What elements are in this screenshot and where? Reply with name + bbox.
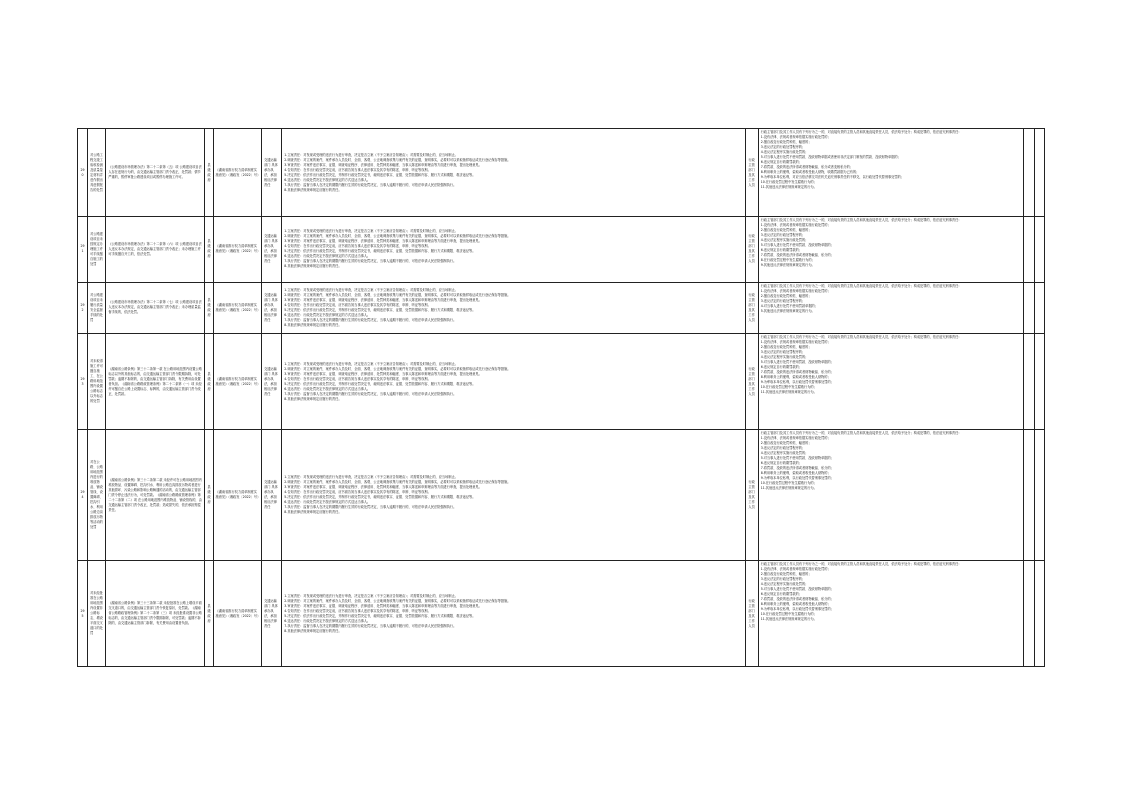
table-row: [78, 430, 1045, 561]
accountability-list-line: 9.为牟取本单位私利，对应当依法移交司法机关追究刑事责任的不移交，以行政处罚代替刑事处罚的；: [760, 175, 904, 179]
duty-list-line: 5.决定责任：依法作出行政处罚决定，并制作行政处罚决定书，载明违法事实、证据、处罚依据和内容、履行方式和期限、救济途径等。: [284, 249, 476, 254]
duty-list: [282, 217, 745, 283]
accountability-list-line: 行政主管部门及其工作人员有下列行为之一的，对直接负责的主管人员和其他直接责任人员，依法给予处分；构成犯罪的，依法追究刑事责任：: [760, 334, 962, 339]
duty-list-line: 1.立案责任：对发现或受理的违法行为进行审查，决定是否立案（不予立案应告知理由）；对需要及时制止的，应当场制止。: [284, 361, 458, 366]
duty-list-line: 6.送达责任：行政处罚决定书按法律规定的方式送达当事人。: [284, 177, 371, 182]
duty-list-line: 4.告知责任：在作出行政处罚决定前，应书面告知当事人违法事实及其享有的陈述、申辩、听证等权利。: [284, 376, 431, 381]
accountability-list-line: 10.在行政处罚过程中发生腐败行为的；: [760, 384, 817, 389]
row-number: 295: [78, 561, 88, 667]
source-document: 《湖南省推行权力清单制度实施意见》（湘政发〔2022〕号）: [213, 561, 262, 667]
accountability-list-line: 9.为牟取本单位私利，以行政处罚代替刑事处罚的；: [760, 379, 834, 384]
item-name: 对未经批准在公路用地范围内设置非公路标志、增设平面交叉道口的处罚: [88, 561, 106, 667]
duty-list-line: 5.决定责任：依法作出行政处罚决定，并制作行政处罚决定书，载明违法事实、证据、处罚依据和内容、履行方式和期限、救济途径等。: [284, 495, 476, 500]
source-document: 《湖南省推行权力清单制度实施意见》（湘政发〔2022〕号）: [213, 217, 262, 283]
duty-list-line: 2.调查责任：对立案的案件，案件承办人员及时、全面、客观、公正地调查收集与案件有关的证据，查明事实，必要时可以采取抽样取证或先行登记保存等措施。: [284, 480, 511, 485]
empty-cell: [1023, 129, 1034, 217]
accountability-list-line: 11.其他违反法律法规规章规定的行为。: [760, 617, 817, 622]
duty-list-line: 4.告知责任：在作出行政处罚决定前，应书面告知当事人违法事实及其享有的陈述、申辩、听证等权利。: [284, 167, 431, 172]
duty-list-line: 8.其他法律法规规章规定应履行的责任。: [284, 187, 342, 192]
duty-list-line: 7.执行责任：监督当事人在决定的期限内履行生效的行政处罚决定，当事人逾期不履行的，可依法申请人民法院强制执行。: [284, 259, 457, 264]
duty-list: [282, 129, 745, 217]
duty-list-line: 5.决定责任：依法作出行政处罚决定，并制作行政处罚决定书，载明违法事实、证据、处罚依据和内容、履行方式和期限、救济途径等。: [284, 381, 476, 386]
duty-list-line: 3.审查责任：对案件违法事实、证据、调查取证程序、法律适用、处罚种类和幅度、当事人陈述和申辩理由等方面进行审查，提出处理意见。: [284, 239, 482, 244]
source-document: 《湖南省推行权力清单制度实施意见》（湘政发〔2022〕号）: [213, 430, 262, 561]
accountability-list-line: 6.违反规定自行收缴罚款的；: [760, 364, 802, 369]
accountability-list-line: 3.违反法定的行政处罚程序的；: [760, 233, 806, 238]
source-document: 《湖南省推行权力清单制度实施意见》（湘政发〔2022〕号）: [213, 282, 262, 333]
empty-cell: [1034, 129, 1044, 217]
duty-list-line: 3.审查责任：对案件违法事实、证据、调查取证程序、法律适用、处罚种类和幅度、当事人陈述和申辩理由等方面进行审查，提出处理意见。: [284, 371, 482, 376]
accountability-list-line: 8.利用职务上的便利，索取或者收受他人财物的；: [760, 471, 831, 476]
implementing-subject: 县级政府: [205, 129, 213, 217]
accountability-list-line: 6.违反规定自行收缴罚款的；: [760, 248, 802, 253]
accountability-list-line: 行政主管部门及其工作人员有下列行为之一的，对直接负责的主管人员和其他直接责任人员，依法给予处分；构成犯罪的，依法追究刑事责任：: [760, 218, 962, 223]
accountability-list-line: 9.其他违反法律法规规章规定的行为。: [760, 263, 815, 268]
duty-list-line: 1.立案责任：对发现或受理的违法行为进行审查，决定是否立案（不予立案应告知理由）；对需要及时制止的，应当场制止。: [284, 229, 458, 234]
accountability-list-line: 行政主管部门及其工作人员有下列行为之一的，对直接负责的主管人员和其他直接责任人员，依法给予处分；构成犯罪的，依法追究刑事责任：: [760, 431, 962, 436]
accountability-list: [758, 129, 1023, 217]
implementing-subject: 县级政府: [205, 282, 213, 333]
duty-list-line: 2.调查责任：对立案的案件，案件承办人员及时、全面、客观、公正地调查收集与案件有关的证据，查明事实，必要时可以采取抽样取证或先行登记保存等措施。: [284, 157, 511, 162]
duty-list-line: 7.执行责任：监督当事人在决定的期限内履行生效的行政处罚决定，当事人逾期不履行的，可依法申请人民法院强制执行。: [284, 505, 457, 510]
accountability-list-line: 5.对当事人进行处罚不使用罚款、没收财物单据的；: [760, 587, 834, 592]
table-row: [78, 129, 1045, 217]
responsible-party: 行政主管部门及其工作人员: [745, 282, 758, 333]
accountability-list-line: 4.违反法定程序实施行政处罚的；: [760, 150, 809, 154]
power-list-sheet: [77, 128, 1045, 667]
implementing-subject: 县级政府: [205, 561, 213, 667]
accountability-list-line: 4.违反法定程序实施行政处罚的；: [760, 238, 809, 243]
duty-list-line: 3.审查责任：对案件违法事实、证据、调查取证程序、法律适用、处罚种类和幅度、当事人陈述和申辩理由等方面进行审查，提出处理意见。: [284, 162, 482, 167]
accountability-list: [758, 282, 1023, 333]
row-number: 293: [78, 333, 88, 429]
department: 交通运输部门 具体承办执法，承担相应法律责任: [262, 217, 282, 283]
accountability-list-line: 2.擅自改变行政处罚种类、幅度的；: [760, 344, 812, 349]
accountability-list-line: 1.没有法律、法规或者规章依据实施行政处罚的；: [760, 223, 831, 228]
duty-list-line: 8.其他法律法规规章规定应履行的责任。: [284, 264, 342, 269]
department: 交通运输部门 具体承办执法，承担相应法律责任: [262, 333, 282, 429]
empty-cell: [1034, 282, 1044, 333]
duty-list-line: 2.调查责任：对立案的案件，案件承办人员及时、全面、客观、公正地调查收集与案件有关的证据，查明事实，必要时可以采取抽样取证或先行登记保存等措施。: [284, 598, 511, 603]
responsible-party: 行政主管部门及其工作人员: [745, 561, 758, 667]
accountability-list-line: 7.将罚款、没收的违法所得或者财物截留、私分的；: [760, 369, 834, 374]
legal-basis: 《公路建设市场管理办法》第二十二条第（五）项 公路建设项目法人存在违规行为的，由交通运输主管部门责令改正，处罚款；情节严重的，暂停审批公路建设项目或暂停办理施工许可。: [106, 129, 205, 217]
duty-list-line: 7.执行责任：监督当事人在决定的期限内履行生效的行政处罚决定，当事人逾期不履行的，可依法申请人民法院强制执行。: [284, 182, 457, 187]
duty-list-line: 7.执行责任：监督当事人在决定的期限内履行生效的行政处罚决定，当事人逾期不履行的，可依法申请人民法院强制执行。: [284, 317, 457, 322]
accountability-list-line: 行政主管部门及其工作人员有下列行为之一的，对直接负责的主管人员和其他直接责任人员，依法给予处分；构成犯罪的，依法追究刑事责任：: [760, 130, 962, 134]
duty-list-line: 6.送达责任：行政处罚决定书按法律规定的方式送达当事人。: [284, 618, 371, 623]
accountability-list-line: 7.将罚款、没收的违法所得或者财物截留、私分的；: [760, 466, 834, 471]
accountability-list-line: 6.违反规定自行收缴罚款的；: [760, 160, 802, 164]
implementing-subject: 县级政府: [205, 217, 213, 283]
accountability-list-line: 2.擅自改变行政处罚种类、幅度的；: [760, 140, 812, 144]
duty-list-line: 8.其他法律法规规章规定应履行的责任。: [284, 322, 342, 327]
accountability-list-line: 8.利用职务上的便利，索取或者收受他人财物的；: [760, 374, 831, 379]
accountability-list-line: 1.没有法律、法规或者规章依据实施行政处罚的；: [760, 436, 831, 441]
empty-cell: [1034, 430, 1044, 561]
accountability-list-line: 7.将罚款、没收的违法所得或者财物截留、私分的；: [760, 597, 834, 602]
accountability-list-line: 8.利用职务上的便利，索取或者收受他人财物的；: [760, 602, 831, 607]
responsible-party: 行政主管部门及其工作人员: [745, 430, 758, 561]
row-number: 292: [78, 282, 88, 333]
duty-list-line: 6.送达责任：行政处罚决定书按法律规定的方式送达当事人。: [284, 386, 371, 391]
duty-list-line: 7.执行责任：监督当事人在决定的期限内履行生效的行政处罚决定，当事人逾期不履行的，可依法申请人民法院强制执行。: [284, 623, 457, 628]
table-row: [78, 282, 1045, 333]
implementing-subject: 县级政府: [205, 333, 213, 429]
duty-list: [282, 282, 745, 333]
item-name: 对公路建设项目未按规定办理施工许可手续擅自施工的处罚: [88, 217, 106, 283]
duty-list-line: 4.告知责任：在作出行政处罚决定前，应书面告知当事人违法事实及其享有的陈述、申辩、听证等权利。: [284, 608, 431, 613]
accountability-list-line: 3.违反法定的行政处罚程序的；: [760, 577, 806, 582]
duty-list-line: 1.立案责任：对发现或受理的违法行为进行审查，决定是否立案（不予立案应告知理由）；对需要及时制止的，应当场制止。: [284, 593, 458, 598]
accountability-list-line: 4.对当事人进行处罚不使用罚款单据的；: [760, 303, 818, 308]
row-number: 291: [78, 217, 88, 283]
row-number: 294: [78, 430, 88, 561]
accountability-list-line: 1.没有法律、法规或者规章依据实施行政处罚的；: [760, 288, 831, 293]
duty-list-line: 3.审查责任：对案件违法事实、证据、调查取证程序、法律适用、处罚种类和幅度、当事人陈述和申辩理由等方面进行审查，提出处理意见。: [284, 297, 482, 302]
item-name: 对未取得施工许可擅自施工、在公路用地范围内设置公路标志以外标志的处罚: [88, 333, 106, 429]
power-list-table: [77, 128, 1045, 667]
accountability-list-line: 6.违反规定自行收缴罚款的；: [760, 461, 802, 466]
item-name: 对公路建设项目未履行质量安全监督手续的处罚: [88, 282, 106, 333]
duty-list-line: 4.告知责任：在作出行政处罚决定前，应书面告知当事人违法事实及其享有的陈述、申辩、听证等权利。: [284, 302, 431, 307]
item-name: 对在公路、公路用地范围内进行的堆放物品、铺设管线、设置障碍、挖沟引水、利用公路边沟排放污物等活动的处罚: [88, 430, 106, 561]
empty-cell: [1023, 333, 1034, 429]
accountability-list-line: 2.擅自改变行政处罚种类、幅度的；: [760, 293, 812, 298]
responsible-party: 行政主管部门及其工作人员: [745, 217, 758, 283]
duty-list-line: 5.决定责任：依法作出行政处罚决定，并制作行政处罚决定书，载明违法事实、证据、处罚依据和内容、履行方式和期限、救济途径等。: [284, 613, 476, 618]
accountability-list-line: 1.没有法律、法规或者规章依据实施行政处罚的；: [760, 567, 831, 572]
accountability-list-line: 8.在行政处罚过程中发生腐败行为的；: [760, 258, 815, 263]
accountability-list: [758, 333, 1023, 429]
accountability-list-line: 2.擅自改变行政处罚种类、幅度的；: [760, 572, 812, 577]
duty-list-line: 8.其他法律法规规章规定应履行的责任。: [284, 628, 342, 633]
department: 交通运输部门 具体承办执法，承担相应法律责任: [262, 282, 282, 333]
legal-basis: 《湖南省公路条例》第三十三条第二款 未经批准在公路上增设平面交叉道口的，由交通运输主管部门责令恢复原状，处罚款。《湖南省公路路政管理条例》第二十二条第（三）项 未经批准设置非公路标志的，由交通运输主管部门责令限期拆除，可处罚款；逾期不拆除的，由交通运输主管部门拆除，有关费用由设置者负担。: [106, 561, 205, 667]
accountability-list-line: 3.违反法定的行政处罚程序的；: [760, 145, 806, 149]
legal-basis: 《湖南省公路条例》第三十二条第二款 未经许可在公路用地范围内堆放物品、设置障碍、挖沟引水、利用公路边沟排放污物或者进行其他损坏、污染公路和影响公路畅通的活动的，由交通运输主管部门责令停止违法行为，可处罚款。《湖南省公路路政管理条例》第二十二条第（二）项 在公路用地范围内堆放物品、铺设管线的，由交通运输主管部门责令改正，处罚款；造成损失的，依法承担赔偿责任。: [106, 430, 205, 561]
accountability-list-line: 行政主管部门及其工作人员有下列行为之一的，对直接负责的主管人员和其他直接责任人员，依法给予处分；构成犯罪的，依法追究刑事责任：: [760, 562, 962, 567]
duty-list-line: 2.调查责任：对立案的案件，案件承办人员及时、全面、客观、公正地调查收集与案件有关的证据，查明事实，必要时可以采取抽样取证或先行登记保存等措施。: [284, 234, 511, 239]
accountability-list-line: 4.违反法定程序实施行政处罚的；: [760, 354, 809, 359]
legal-basis: 《湖南省公路条例》第三十二条第一款 在公路用地范围内设置公路标志以外的其他标志的，由交通运输主管部门责令限期拆除，可处罚款；逾期不拆除的，由交通运输主管部门拆除，有关费用由设置者负担。《湖南省公路路政管理条例》第二十二条第（一）项 未经许可擅自在公路上设置标志、标牌的，由交通运输主管部门责令改正，处罚款。: [106, 333, 205, 429]
table-row: [78, 561, 1045, 667]
accountability-list-line: 10.在行政处罚过程中发生腐败行为的；: [760, 180, 817, 184]
accountability-list-line: 10.在行政处罚过程中发生腐败行为的；: [760, 481, 817, 486]
duty-list-line: 2.调查责任：对立案的案件，案件承办人员及时、全面、客观、公正地调查收集与案件有关的证据，查明事实，必要时可以采取抽样取证或先行登记保存等措施。: [284, 292, 511, 297]
accountability-list-line: 8.利用职务上的便利，索取或者收受他人财物，收缴罚款据为己有的；: [760, 170, 860, 174]
source-document: 《湖南省推行权力清单制度实施意见》（湘政发〔2022〕号）: [213, 333, 262, 429]
duty-list-line: 6.送达责任：行政处罚决定书按法律规定的方式送达当事人。: [284, 500, 371, 505]
accountability-list-line: 9.为牟取本单位私利，以行政处罚代替刑事处罚的；: [760, 607, 834, 612]
accountability-list-line: 4.违反法定程序实施行政处罚的；: [760, 582, 809, 587]
empty-cell: [1023, 217, 1034, 283]
duty-list: [282, 333, 745, 429]
duty-list-line: 7.执行责任：监督当事人在决定的期限内履行生效的行政处罚决定，当事人逾期不履行的，可依法申请人民法院强制执行。: [284, 391, 457, 396]
duty-list-line: 2.调查责任：对立案的案件，案件承办人员及时、全面、客观、公正地调查收集与案件有关的证据，查明事实，必要时可以采取抽样取证或先行登记保存等措施。: [284, 366, 511, 371]
legal-basis: 《公路建设市场管理办法》第二十二条第（六）项 公路建设项目法人违反本办法规定，由交通运输主管部门责令改正；未办理施工许可手续擅自开工的，依法处罚。: [106, 217, 205, 283]
duty-list: [282, 430, 745, 561]
empty-cell: [1023, 430, 1034, 561]
accountability-list-line: 7.将罚款、没收的违法所得或者财物截留、私分的；: [760, 253, 834, 258]
accountability-list-line: 3.违反法定的行政处罚程序的；: [760, 446, 806, 451]
source-document: 《湖南省推行权力清单制度实施意见》（湘政发〔2022〕号）: [213, 129, 262, 217]
empty-cell: [1034, 217, 1044, 283]
duty-list-line: 4.告知责任：在作出行政处罚决定前，应书面告知当事人违法事实及其享有的陈述、申辩、听证等权利。: [284, 244, 431, 249]
row-number: 290: [78, 129, 88, 217]
responsible-party: 行政主管部门及其工作人员: [745, 129, 758, 217]
accountability-list-line: 3.违反法定的行政处罚程序的；: [760, 298, 806, 303]
empty-cell: [1034, 561, 1044, 667]
accountability-list-line: 1.没有法律、法规或者规章依据实施行政处罚的；: [760, 339, 831, 344]
implementing-subject: 县级政府: [205, 430, 213, 561]
accountability-list-line: 3.违反法定的行政处罚程序的；: [760, 349, 806, 354]
department: 交通运输部门 具体承办执法，承担相应法律责任: [262, 430, 282, 561]
duty-list-line: 6.送达责任：行政处罚决定书按法律规定的方式送达当事人。: [284, 254, 371, 259]
department: 交通运输部门 具体承办执法，承担相应法律责任: [262, 129, 282, 217]
accountability-list-line: 5.对当事人进行处罚不使用罚款、没收财物单据的；: [760, 456, 834, 461]
accountability-list: [758, 217, 1023, 283]
accountability-list-line: 2.擅自改变行政处罚种类、幅度的；: [760, 228, 812, 233]
accountability-list-line: 1.没有法律、法规或者规章依据实施行政处罚的；: [760, 135, 831, 139]
duty-list-line: 3.审查责任：对案件违法事实、证据、调查取证程序、法律适用、处罚种类和幅度、当事人陈述和申辩理由等方面进行审查，提出处理意见。: [284, 485, 482, 490]
accountability-list: [758, 430, 1023, 561]
accountability-list-line: 11.其他违反法律法规规章规定的行为。: [760, 389, 817, 394]
duty-list-line: 1.立案责任：对发现或受理的违法行为进行审查，决定是否立案（不予立案应告知理由）；对需要及时制止的，应当场制止。: [284, 475, 458, 480]
accountability-list-line: 11.其他违反法律法规规章规定的行为。: [760, 486, 817, 491]
accountability-list-line: 10.在行政处罚过程中发生腐败行为的；: [760, 612, 817, 617]
duty-list-line: 8.其他法律法规规章规定应履行的责任。: [284, 510, 342, 515]
empty-cell: [1023, 282, 1034, 333]
department: 交通运输部门 具体承办执法，承担相应法律责任: [262, 561, 282, 667]
accountability-list-line: 5.对当事人进行处罚不使用罚款、没收财物单据或者使用非法定部门制发的罚款、没收财物单据的；: [760, 155, 901, 159]
responsible-party: 行政主管部门及其工作人员: [745, 333, 758, 429]
accountability-list-line: 4.违反法定程序实施行政处罚的；: [760, 451, 809, 456]
duty-list: [282, 561, 745, 667]
accountability-list-line: 6.违反规定自行收缴罚款的；: [760, 592, 802, 597]
accountability-list-line: 5.其他违反法律法规规章规定的行为。: [760, 308, 815, 313]
empty-cell: [1023, 561, 1034, 667]
duty-list-line: 1.立案责任：对发现或受理的违法行为进行审查，决定是否立案（不予立案应告知理由）；对需要及时制止的，应当场制止。: [284, 152, 458, 157]
legal-basis: 《公路建设市场管理办法》第二十二条第（七）项 公路建设项目法人违反本办法规定，由交通运输主管部门责令改正；未办理质量监督手续的，依法处罚。: [106, 282, 205, 333]
accountability-list-line: 行政主管部门及其工作人员有下列行为之一的，对直接负责的主管人员和其他直接责任人员，依法给予处分；构成犯罪的，依法追究刑事责任：: [760, 283, 962, 288]
duty-list-line: 1.立案责任：对发现或受理的违法行为进行审查，决定是否立案（不予立案应告知理由）；对需要及时制止的，应当场制止。: [284, 287, 458, 292]
empty-cell: [1034, 333, 1044, 429]
duty-list-line: 5.决定责任：依法作出行政处罚决定，并制作行政处罚决定书，载明违法事实、证据、处罚依据和内容、履行方式和期限、救济途径等。: [284, 172, 476, 177]
accountability-list-line: 5.对当事人进行处罚不使用罚款、没收财物单据的；: [760, 359, 834, 364]
table-row: [78, 217, 1045, 283]
duty-list-line: 5.决定责任：依法作出行政处罚决定，并制作行政处罚决定书，载明违法事实、证据、处罚依据和内容、履行方式和期限、救济途径等。: [284, 307, 476, 312]
accountability-list-line: 5.对当事人进行处罚不使用罚款、没收财物单据的；: [760, 243, 834, 248]
accountability-list: [758, 561, 1023, 667]
duty-list-line: 6.送达责任：行政处罚决定书按法律规定的方式送达当事人。: [284, 312, 371, 317]
duty-list-line: 3.审查责任：对案件违法事实、证据、调查取证程序、法律适用、处罚种类和幅度、当事人陈述和申辩理由等方面进行审查，提出处理意见。: [284, 603, 482, 608]
accountability-list-line: 11.其他违反法律法规规章规定的行为。: [760, 185, 817, 189]
accountability-list-line: 7.将罚款、没收的违法所得或者财物截留、私分或者变相私分的；: [760, 165, 853, 169]
table-row: [78, 333, 1045, 429]
accountability-list-line: 2.擅自改变行政处罚种类、幅度的；: [760, 441, 812, 446]
duty-list-line: 8.其他法律法规规章规定应履行的责任。: [284, 396, 342, 401]
accountability-list-line: 9.为牟取本单位私利，以行政处罚代替刑事处罚的；: [760, 476, 834, 481]
item-name: 对公路工程交竣工验收检测及质量鉴定材料弄虚作假出具虚假报告的处罚: [88, 129, 106, 217]
duty-list-line: 4.告知责任：在作出行政处罚决定前，应书面告知当事人违法事实及其享有的陈述、申辩、听证等权利。: [284, 490, 431, 495]
